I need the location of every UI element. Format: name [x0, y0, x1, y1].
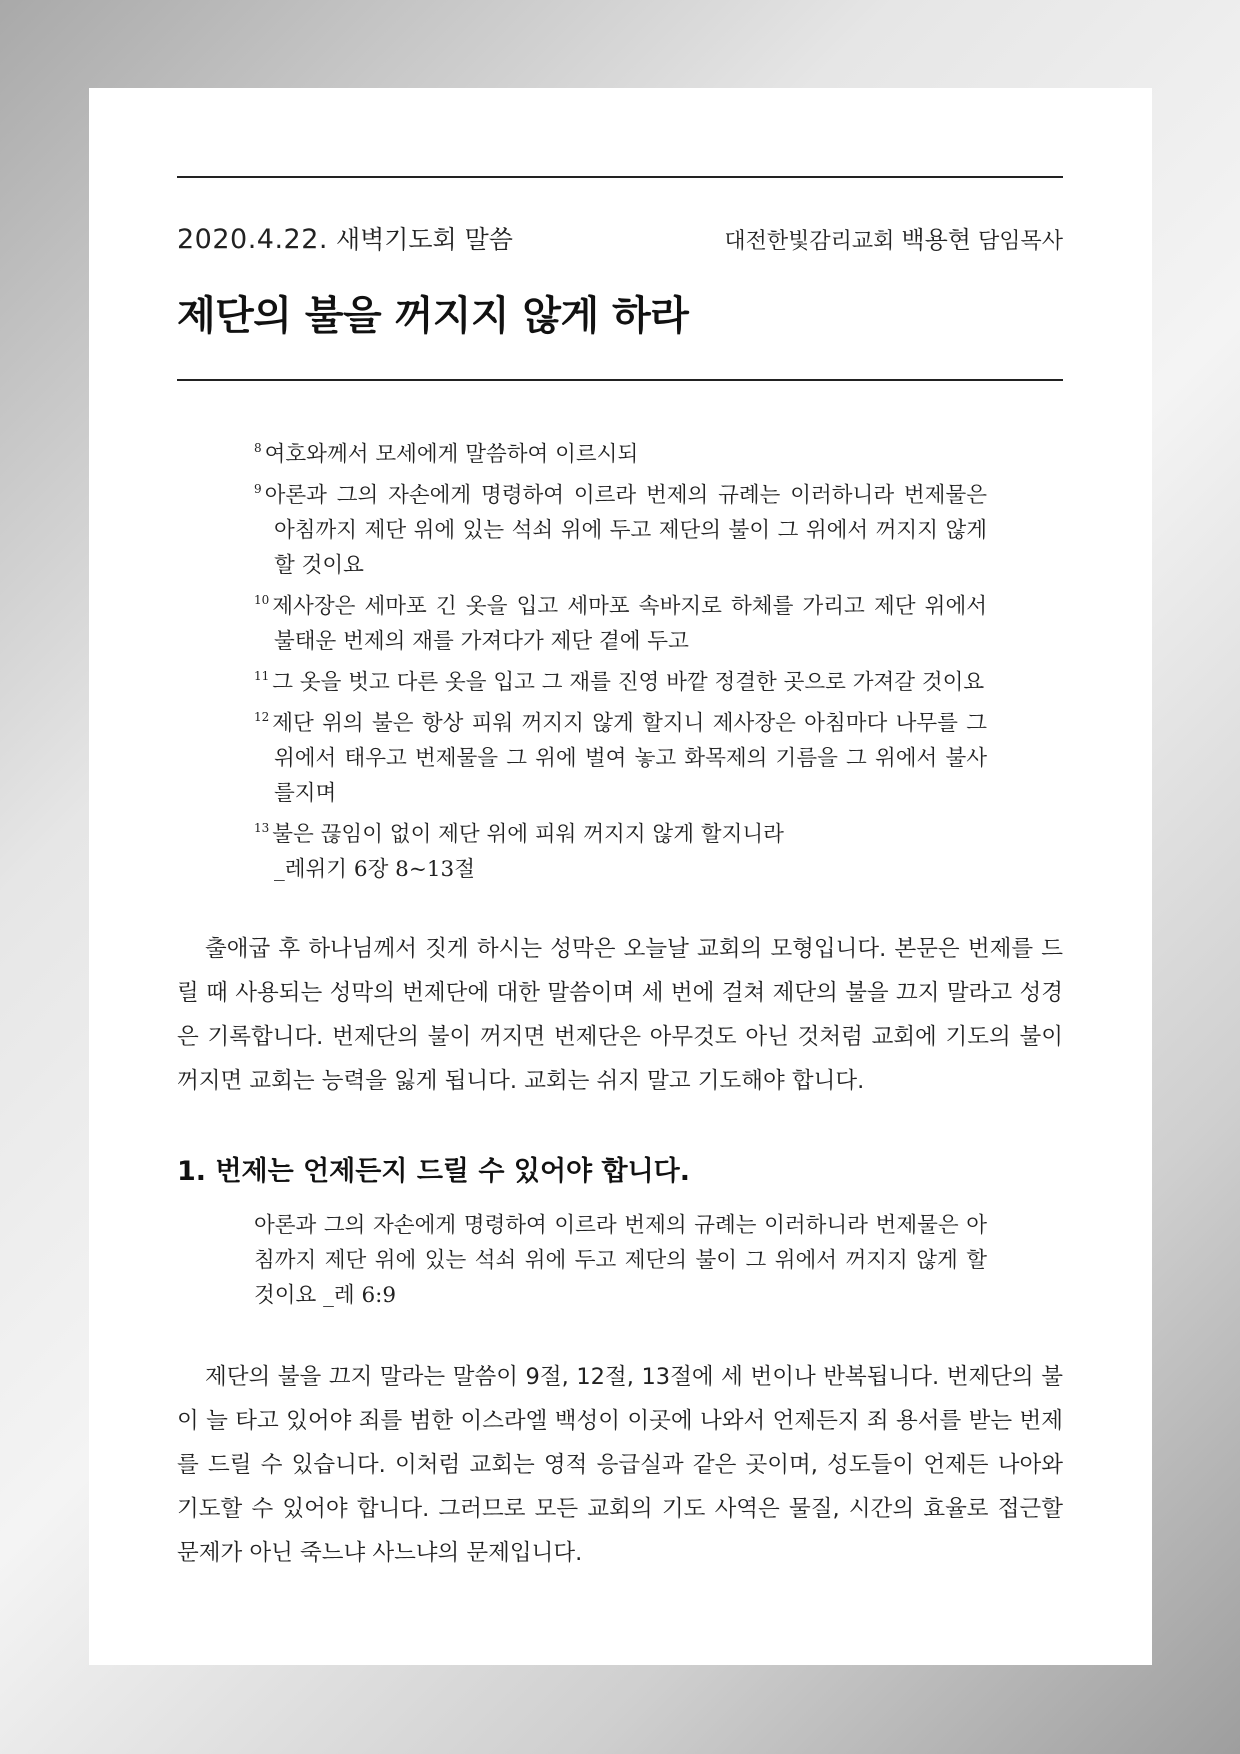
- verse-number: 12: [254, 710, 270, 724]
- verse-number: 10: [254, 593, 270, 607]
- pastor-name: 백용현: [901, 226, 971, 254]
- pastor-title: 담임목사: [977, 229, 1063, 254]
- scripture-reference: _레위기 6장 8~13절: [274, 857, 475, 882]
- verse-text: 제단 위의 불은 항상 피워 꺼지지 않게 할지니 제사장은 아침마다 나무를 그 위에서 태우고 번제물을 그 위에 벌여 놓고 화목제의 기름을 그 위에서 불사를지며: [272, 711, 987, 806]
- intro-paragraph: 출애굽 후 하나님께서 짓게 하시는 성막은 오늘날 교회의 모형입니다. 본문은 번제를 드릴 때 사용되는 성막의 번제단에 대한 말씀이며 세 번에 걸쳐 제단의 불을 끄지 말라고 성경은 기록합니다. 번제단의 불이 꺼지면 번제단은 아무것도 아닌 것처럼 교회에 기도의 불이 꺼지면 교회는 능력을 잃게 됩니다. 교회는 쉬지 말고 기도해야 합니다.: [177, 936, 1063, 1094]
- verse-number: 9: [254, 482, 262, 496]
- verse-number: 13: [254, 821, 270, 835]
- section-heading: 1. 번제는 언제든지 드릴 수 있어야 합니다.: [177, 1156, 691, 1187]
- sermon-date-line: [177, 220, 513, 256]
- verse-text: 제사장은 세마포 긴 옷을 입고 세마포 속바지로 하체를 가리고 제단 위에서 불태운 번제의 재를 가져다가 제단 곁에 두고: [272, 594, 987, 654]
- top-rule: [177, 176, 1063, 178]
- scripture-passage: [254, 431, 987, 887]
- verse: [254, 659, 987, 700]
- verse: [254, 700, 987, 811]
- section-paragraph: 제단의 불을 끄지 말라는 말씀이 9절, 12절, 13절에 세 번이나 반복됩니다. 번제단의 불이 늘 타고 있어야 죄를 범한 이스라엘 백성이 이곳에 나와서 언제든지 죄 용서를 받는 번제를 드릴 수 있습니다. 이처럼 교회는 영적 응급실과 같은 곳이며, 성도들이 언제든 나아와 기도할 수 있어야 합니다. 그러므로 모든 교회의 기도 사역은 물질, 시간의 효율로 접근할 문제가 아닌 죽느냐 사느냐의 문제입니다.: [177, 1364, 1063, 1566]
- verse-text: 불은 끊임이 없이 제단 위에 피워 꺼지지 않게 할지니라: [272, 822, 784, 847]
- verse-number: 11: [254, 669, 270, 683]
- verse-text: 아론과 그의 자손에게 명령하여 이르라 번제의 규례는 이러하니라 번제물은 아침까지 제단 위에 있는 석쇠 위에 두고 제단의 불이 그 위에서 꺼지지 않게 할 것이요: [264, 483, 987, 578]
- verse: [254, 811, 987, 852]
- verse: [254, 583, 987, 659]
- sermon-meta: [177, 220, 1063, 256]
- church-name: 대전한빛감리교회: [724, 229, 895, 254]
- service-name: 새벽기도회 말씀: [335, 225, 513, 254]
- verse: [254, 472, 987, 583]
- section-quote: 아론과 그의 자손에게 명령하여 이르라 번제의 규례는 이러하니라 번제물은 아침까지 제단 위에 있는 석쇠 위에 두고 제단의 불이 그 위에서 꺼지지 않게 할 것이요 _레 6:9: [254, 1213, 987, 1308]
- verse: [254, 431, 987, 472]
- verse-number: 8: [254, 441, 262, 455]
- bottom-rule: [177, 379, 1063, 381]
- document-page: [89, 88, 1152, 1665]
- sermon-date: 2020.4.22.: [177, 224, 328, 255]
- church-info: [724, 220, 1063, 255]
- verse-text: 여호와께서 모세에게 말씀하여 이르시되: [264, 442, 639, 467]
- verse-text: 그 옷을 벗고 다른 옷을 입고 그 재를 진영 바깥 정결한 곳으로 가져갈 것이요: [272, 670, 985, 695]
- page-content: [177, 176, 1063, 1598]
- sermon-title: 제단의 불을 꺼지지 않게 하라: [177, 293, 689, 339]
